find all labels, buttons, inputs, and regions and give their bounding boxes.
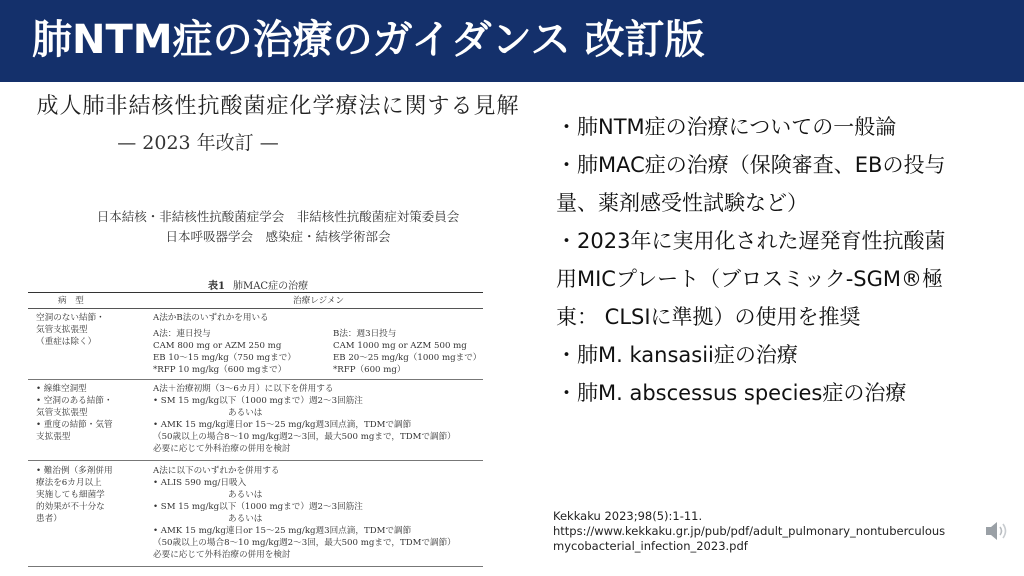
regimen-a-line: EB 10〜15 mg/kg（750 mgまで） [153, 353, 296, 363]
table-row-label [36, 465, 141, 525]
bullet-item: 量、薬剤感受性試験など） [556, 191, 808, 215]
regimen-line: あるいは [228, 408, 263, 418]
regimen-b-line: EB 20〜25 mg/kg（1000 mgまで） [333, 353, 482, 363]
table-row-label [36, 383, 141, 443]
table-row-content [153, 383, 483, 455]
table-caption-number: 表1 [208, 281, 225, 292]
org-line: 日本結核・非結核性抗酸菌症学会 非結核性抗酸菌症対策委員会 [96, 209, 460, 224]
table-header-type: 病 型 [58, 296, 84, 306]
regimen-line: • ALIS 590 mg/日吸入 [153, 478, 247, 488]
bullet-item: ・肺M. abscessus species症の治療 [556, 381, 907, 405]
table-row [28, 309, 483, 380]
label-line: 的効果が不十分な [36, 502, 105, 512]
bullet-item: 東： CLSIに準拠）の使用を推奨 [556, 305, 861, 329]
label-line: 実施しても細菌学 [36, 490, 105, 500]
regimen-line: • SM 15 mg/kg以下（1000 mgまで）週2〜3回筋注 [153, 396, 363, 406]
table-header-regimen: 治療レジメン [293, 296, 345, 306]
bullet-item: ・肺MAC症の治療（保険審査、EBの投与 [556, 153, 946, 177]
table-row-content [153, 312, 483, 382]
label-line: 気管支拡張型 [36, 325, 88, 335]
label-line: • 線維空洞型 [36, 384, 87, 394]
regimen-b-line: CAM 1000 mg or AZM 500 mg [333, 341, 467, 351]
reference-url[interactable]: https://www.kekkaku.gr.jp/pub/pdf/adult_pulmonary_nontuberculous [553, 524, 946, 538]
regimen-line: あるいは [228, 514, 263, 524]
table-header [28, 292, 483, 309]
regimen-line: • SM 15 mg/kg以下（1000 mgまで）週2〜3回筋注 [153, 502, 363, 512]
regimen-line: 必要に応じて外科治療の併用を検討 [153, 550, 291, 560]
speaker-icon[interactable] [984, 518, 1010, 544]
title-bar [0, 0, 1024, 82]
reference-url[interactable]: mycobacterial_infection_2023.pdf [553, 539, 748, 553]
regimen-line: あるいは [228, 490, 263, 500]
regimen-b-line: *RFP（600 mg） [333, 365, 406, 375]
slide-title: 肺NTM症の治療のガイダンス 改訂版 [32, 17, 705, 63]
table-row-label [36, 312, 141, 348]
bullet-list [556, 108, 1006, 412]
document-title: 成人肺非結核性抗酸菌症化学療法に関する見解 [36, 94, 520, 119]
table-row [28, 380, 483, 461]
regimen-line: （50歳以上の場合8〜10 mg/kg週2〜3回，最大500 mgまで，TDMで調節） [153, 432, 456, 442]
regimen-line: A法かB法のいずれかを用いる [153, 313, 269, 323]
table-caption [208, 277, 308, 292]
regimen-line: A法＋治療初期（3〜6カ月）に以下を併用する [153, 384, 334, 394]
label-line: 患者） [36, 514, 62, 524]
document-subtitle: — 2023 年改訂 — [117, 132, 279, 154]
regimen-a-line: *RFP 10 mg/kg（600 mgまで） [153, 365, 287, 375]
reference-line: Kekkaku 2023;98(5):1-11. [553, 509, 703, 523]
bullet-item: ・肺M. kansasii症の治療 [556, 343, 798, 367]
regimen-line: • AMK 15 mg/kg連日or 15〜25 mg/kg週3回点滴，TDMで調節 [153, 526, 412, 536]
bullet-item: ・2023年に実用化された遅発育性抗酸菌 [556, 229, 946, 253]
label-line: • 難治例（多剤併用 [36, 466, 113, 476]
table-row-content [153, 465, 483, 561]
label-line: • 空洞のある結節・ [36, 396, 113, 406]
bullet-item: ・肺NTM症の治療についての一般論 [556, 115, 897, 139]
regimen-line: A法に以下のいずれかを併用する [153, 466, 280, 476]
regimen-b-line: B法：週3日投与 [333, 329, 397, 339]
table-caption-title: 肺MAC症の治療 [232, 281, 309, 292]
label-line: （重症は除く） [36, 337, 97, 347]
label-line: 空洞のない結節・ [36, 313, 105, 323]
regimen-line: 必要に応じて外科治療の併用を検討 [153, 444, 291, 454]
label-line: 支拡張型 [36, 432, 71, 442]
regimen-line: • AMK 15 mg/kg連日or 15〜25 mg/kg週3回点滴，TDMで調節 [153, 420, 412, 430]
reference-citation [553, 509, 1013, 554]
table-row [28, 462, 483, 567]
regimen-line: （50歳以上の場合8〜10 mg/kg週2〜3回，最大500 mgまで，TDMで調節） [153, 538, 456, 548]
bullet-item: 用MICプレート（ブロスミック-SGM®極 [556, 267, 944, 291]
document-excerpt [28, 92, 528, 572]
label-line: • 重度の結節・気管 [36, 420, 113, 430]
regimen-a-line: CAM 800 mg or AZM 250 mg [153, 341, 282, 351]
label-line: 気管支拡張型 [36, 408, 88, 418]
org-line: 日本呼吸器学会 感染症・結核学術部会 [165, 229, 391, 244]
label-line: 療法を6カ月以上 [36, 478, 102, 488]
regimen-a-line: A法：連日投与 [153, 329, 211, 339]
